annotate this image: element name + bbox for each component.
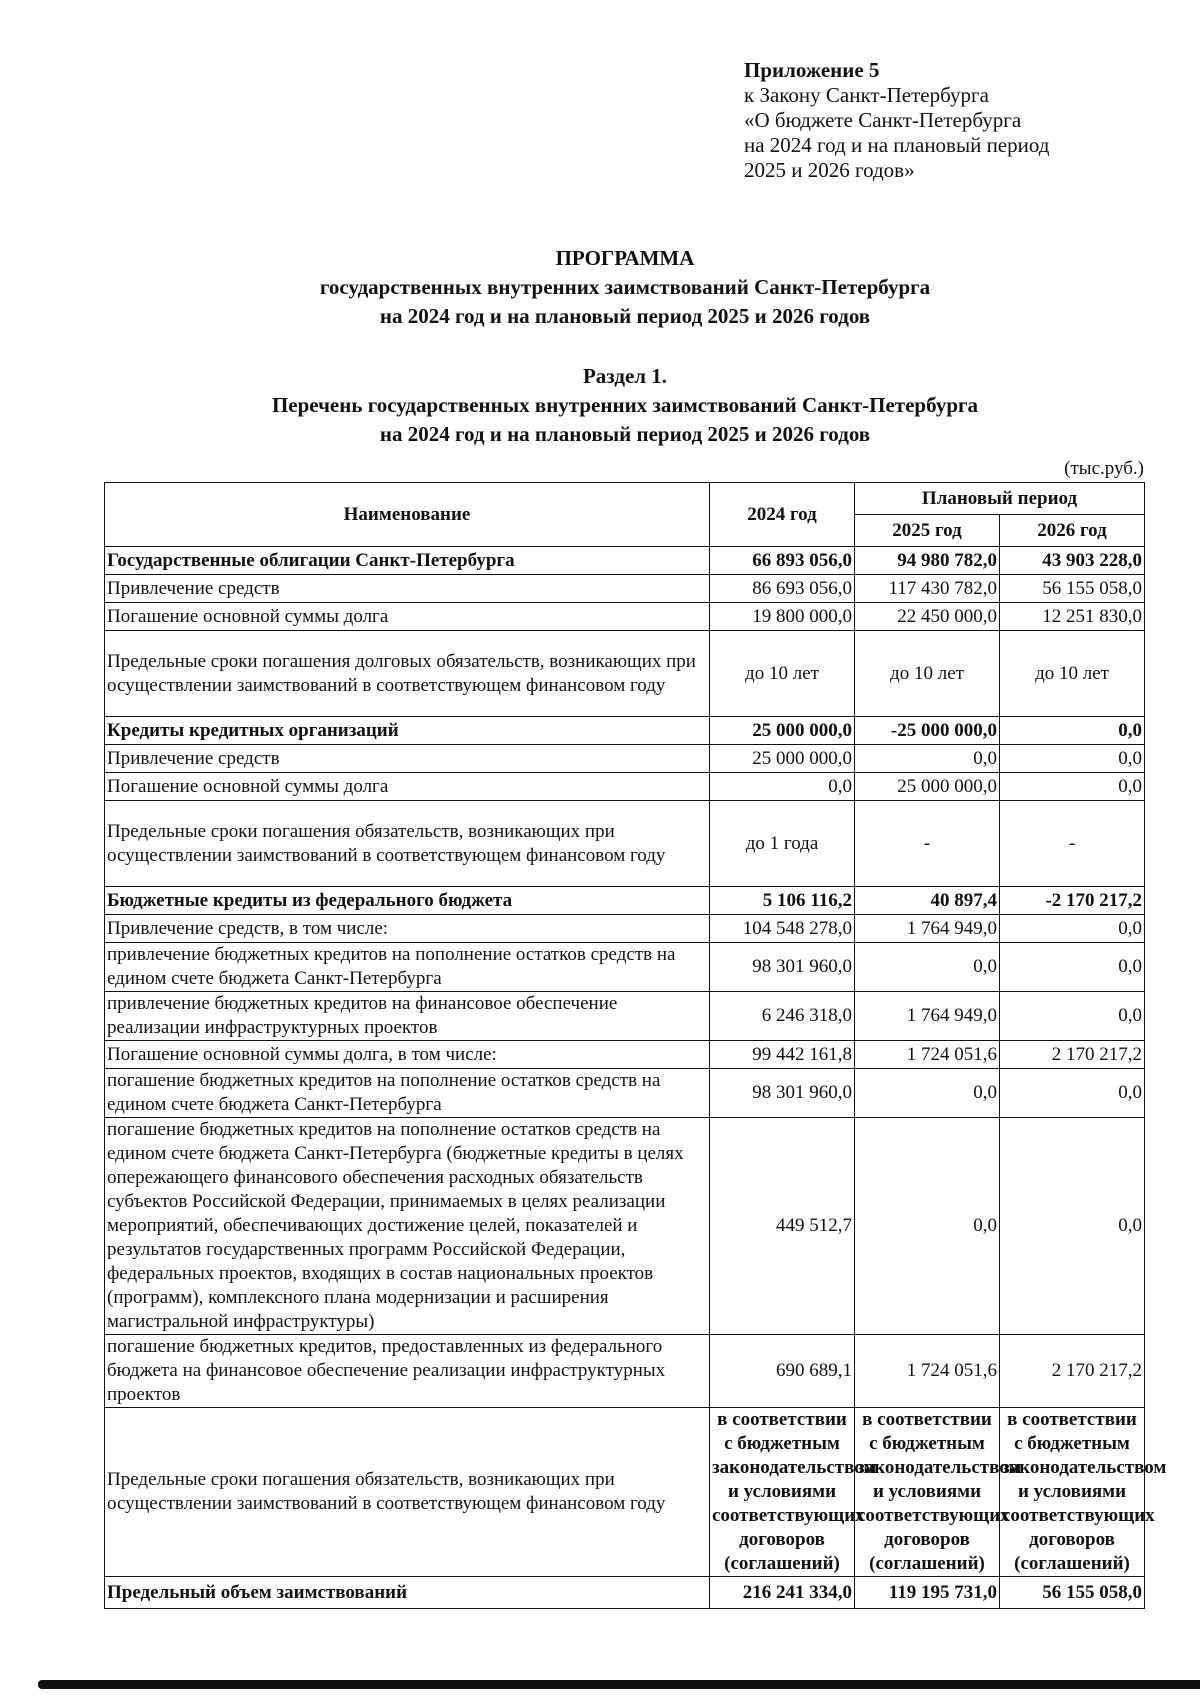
value-2024: 6 246 318,0	[710, 992, 855, 1041]
row-name: Кредиты кредитных организаций	[105, 717, 710, 745]
value-2025: -25 000 000,0	[855, 717, 1000, 745]
program-subtitle: государственных внутренних заимствований Санкт-Петербурга	[319, 275, 931, 299]
value-2024: 216 241 334,0	[710, 1577, 855, 1609]
row-name: Погашение основной суммы долга	[105, 773, 710, 801]
table-row	[105, 1069, 1145, 1118]
table-row	[105, 992, 1145, 1041]
value-2026: 0,0	[1000, 943, 1145, 992]
section-subtitle: Перечень государственных внутренних заимствований Санкт-Петербурга	[271, 393, 979, 417]
value-2026: 0,0	[1000, 1069, 1145, 1118]
value-2024: в соответствии с бюджетным законодательством и условиями соответствующих договоров (соглашений)	[710, 1408, 855, 1577]
scan-edge-line	[38, 1680, 1200, 1689]
value-2026: в соответствии с бюджетным законодательством и условиями соответствующих договоров (соглашений)	[1000, 1408, 1145, 1577]
row-name: погашение бюджетных кредитов на пополнение остатков средств на едином счете бюджета Санкт-Петербурга (бюджетные кредиты в целях опережающего финансового обеспечения расходных обязательств субъектов Российской Федерации, принимаемых в целях реализации мероприятий, обеспечивающих достижение целей, показателей и результатов государственных программ Российской Федерации, федеральных проектов, входящих в состав национальных проектов (программ), комплексного плана модернизации и расширения магистральной инфраструктуры)	[105, 1118, 710, 1335]
section-title-block	[100, 362, 1150, 449]
value-2025: в соответствии с бюджетным законодательством и условиями соответствующих договоров (соглашений)	[855, 1408, 1000, 1577]
value-2025: 94 980 782,0	[855, 547, 1000, 575]
row-name: Государственные облигации Санкт-Петербурга	[105, 547, 710, 575]
value-2025: 40 897,4	[855, 887, 1000, 915]
table-row	[105, 717, 1145, 745]
value-2025: 0,0	[855, 943, 1000, 992]
row-name: погашение бюджетных кредитов на пополнение остатков средств на едином счете бюджета Санкт-Петербурга	[105, 1069, 710, 1118]
value-2025: 1 764 949,0	[855, 992, 1000, 1041]
value-2025: 1 764 949,0	[855, 915, 1000, 943]
value-2024: 86 693 056,0	[710, 575, 855, 603]
table-row	[105, 801, 1145, 887]
row-name: погашение бюджетных кредитов, предоставленных из федерального бюджета на финансовое обеспечение реализации инфраструктурных проектов	[105, 1335, 710, 1408]
row-name: Привлечение средств	[105, 745, 710, 773]
value-2025: 0,0	[855, 1069, 1000, 1118]
value-2024: 25 000 000,0	[710, 717, 855, 745]
value-2025: 0,0	[855, 1118, 1000, 1335]
value-2024: до 1 года	[710, 801, 855, 887]
table-row	[105, 943, 1145, 992]
value-2026: 0,0	[1000, 717, 1145, 745]
value-2024: 98 301 960,0	[710, 943, 855, 992]
value-2024: 66 893 056,0	[710, 547, 855, 575]
value-2026: 0,0	[1000, 745, 1145, 773]
row-name: Предельные сроки погашения обязательств, возникающих при осуществлении заимствований в соответствующем финансовом году	[105, 801, 710, 887]
program-title-block	[100, 244, 1150, 331]
program-subtitle: на 2024 год и на плановый период 2025 и 2026 годов	[379, 304, 871, 328]
table-row	[105, 773, 1145, 801]
value-2025: 25 000 000,0	[855, 773, 1000, 801]
table-row	[105, 1041, 1145, 1069]
row-name: Привлечение средств, в том числе:	[105, 915, 710, 943]
row-name: Привлечение средств	[105, 575, 710, 603]
table-row	[105, 1335, 1145, 1408]
row-name: Бюджетные кредиты из федерального бюджета	[105, 887, 710, 915]
value-2026: 2 170 217,2	[1000, 1041, 1145, 1069]
value-2026: 43 903 228,0	[1000, 547, 1145, 575]
value-2026: до 10 лет	[1000, 631, 1145, 717]
value-2025: 1 724 051,6	[855, 1041, 1000, 1069]
program-title: ПРОГРАММА	[555, 246, 695, 270]
value-2026: -2 170 217,2	[1000, 887, 1145, 915]
value-2025: 119 195 731,0	[855, 1577, 1000, 1609]
value-2025: 1 724 051,6	[855, 1335, 1000, 1408]
appendix-header	[744, 58, 1164, 183]
section-subtitle: на 2024 год и на плановый период 2025 и 2026 годов	[379, 422, 871, 446]
header-2024: 2024 год	[710, 483, 855, 547]
appendix-line: к Закону Санкт-Петербурга	[744, 83, 989, 107]
row-name: Погашение основной суммы долга	[105, 603, 710, 631]
value-2024: 98 301 960,0	[710, 1069, 855, 1118]
table-row	[105, 631, 1145, 717]
value-2026: 0,0	[1000, 1118, 1145, 1335]
value-2025: 22 450 000,0	[855, 603, 1000, 631]
value-2024: 449 512,7	[710, 1118, 855, 1335]
row-name: привлечение бюджетных кредитов на пополнение остатков средств на едином счете бюджета Санкт-Петербурга	[105, 943, 710, 992]
header-planned-period: Плановый период	[855, 483, 1145, 515]
value-2026: 12 251 830,0	[1000, 603, 1145, 631]
value-2025: до 10 лет	[855, 631, 1000, 717]
table-row	[105, 915, 1145, 943]
value-2025: -	[855, 801, 1000, 887]
header-2025: 2025 год	[855, 515, 1000, 547]
table-row	[105, 603, 1145, 631]
row-name: Предельные сроки погашения долговых обязательств, возникающих при осуществлении заимствований в соответствующем финансовом году	[105, 631, 710, 717]
appendix-number: Приложение 5	[744, 58, 880, 82]
table-row	[105, 887, 1145, 915]
table-row	[105, 1118, 1145, 1335]
value-2026: 0,0	[1000, 992, 1145, 1041]
appendix-line: на 2024 год и на плановый период	[744, 133, 1050, 157]
value-2024: 5 106 116,2	[710, 887, 855, 915]
row-name: привлечение бюджетных кредитов на финансовое обеспечение реализации инфраструктурных проектов	[105, 992, 710, 1041]
value-2024: до 10 лет	[710, 631, 855, 717]
value-2026: 2 170 217,2	[1000, 1335, 1145, 1408]
value-2024: 25 000 000,0	[710, 745, 855, 773]
table-row	[105, 547, 1145, 575]
value-2026: 0,0	[1000, 915, 1145, 943]
row-name: Погашение основной суммы долга, в том числе:	[105, 1041, 710, 1069]
value-2026: 0,0	[1000, 773, 1145, 801]
value-2024: 19 800 000,0	[710, 603, 855, 631]
appendix-line: «О бюджете Санкт-Петербурга	[744, 108, 1022, 132]
table-row	[105, 1577, 1145, 1609]
borrowings-table	[104, 482, 1167, 1609]
value-2026: -	[1000, 801, 1145, 887]
value-2025: 117 430 782,0	[855, 575, 1000, 603]
value-2024: 104 548 278,0	[710, 915, 855, 943]
section-title: Раздел 1.	[582, 364, 668, 388]
header-name: Наименование	[105, 483, 710, 547]
row-name: Предельный объем заимствований	[105, 1577, 710, 1609]
value-2024: 0,0	[710, 773, 855, 801]
header-2026: 2026 год	[1000, 515, 1145, 547]
value-2026: 56 155 058,0	[1000, 575, 1145, 603]
table-row	[105, 575, 1145, 603]
table-row	[105, 745, 1145, 773]
value-2024: 99 442 161,8	[710, 1041, 855, 1069]
value-2026: 56 155 058,0	[1000, 1577, 1145, 1609]
appendix-line: 2025 и 2026 годов»	[744, 158, 915, 182]
value-2025: 0,0	[855, 745, 1000, 773]
units-label: (тыс.руб.)	[1064, 458, 1144, 479]
table-row	[105, 1408, 1145, 1577]
value-2024: 690 689,1	[710, 1335, 855, 1408]
row-name: Предельные сроки погашения обязательств, возникающих при осуществлении заимствований в соответствующем финансовом году	[105, 1408, 710, 1577]
